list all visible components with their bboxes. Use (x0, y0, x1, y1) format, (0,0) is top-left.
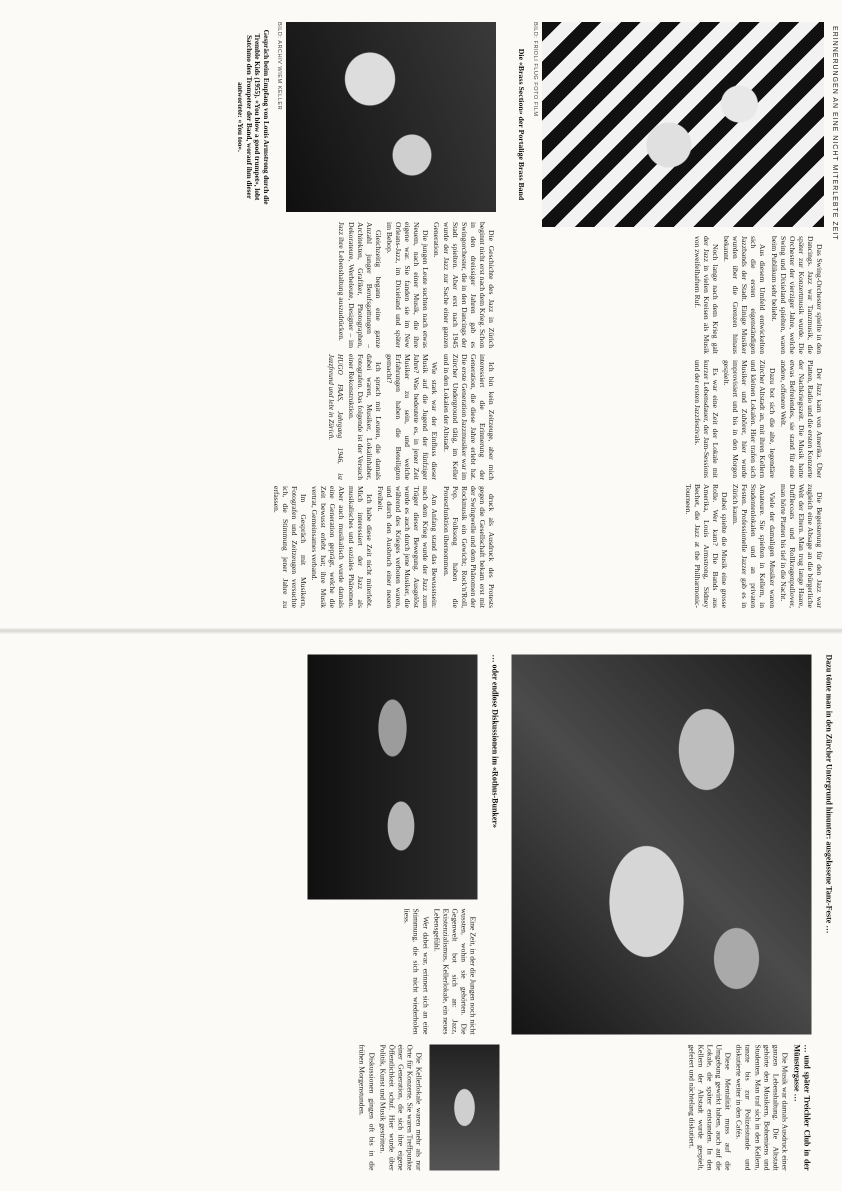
photo-credit-left: BILD: ARCHIV WIEM KELLER (276, 22, 282, 111)
paragraph: Das Swing-Orchester spielte in den Dancings. Jazz war Tanzmusik, die später zur Konzertmusik wurde. Die Orchester der vierziger Jahre, welche Swing und Dixieland spielten, waren beim Publikum sehr beliebt. (769, 236, 824, 354)
dance-party-photo (512, 655, 812, 1035)
paragraph: Ich bin kein Zeitzeuge, aber mich interessiert die Erinnerung der Generation, die diese Jahre erlebt hat. Die erste Generation Jazzmusiker war im Zürcher Underground tätig, im Keller und in den Lokalen der Altstadt. (441, 354, 496, 480)
text-column-b (308, 909, 478, 1035)
discussion-photo (308, 655, 478, 900)
page-fold (0, 627, 842, 635)
paragraph: Die Kellerlokale waren mehr als nur Orte für Konzerte. Sie waren Treffpunkte einer Generation, die sich ihre eigene Öffentlichkeit schuf. Hier wurde über Politik, Kunst und Musik gestritten. (378, 1044, 424, 1171)
paragraph: Die Geschichte des Jazz in Zürich beginnt nicht erst nach dem Krieg. Schon in den dreissiger Jahren gab es Swingorchester, die in den Dancings der Stadt spielten. Aber erst nach 1945 wurde der Jazz zur Sache einer ganzen Generation. (432, 222, 496, 348)
paragraph: Es war eine Zeit der Lokale mit kurzer Lebensdauer, der Jam-Sessions und der ersten Jazzfestivals. (692, 360, 720, 478)
lower-page-rotated-content (0, 641, 842, 1186)
paragraph: Wie stark war der Einfluss dieser Musik auf die Jugend der fünfziger Jahre? Was bedeutete es, in jener Zeit Musiker zu sein, und welche Erfahrungen haben die Beteiligten gemacht? (384, 354, 440, 480)
paragraph: Dabei spielte die Musik eine grosse Rolle. Wer kam? Die Bands aus Amerika, Louis Armstrong, Sidney Bechet, die Jazz at the Philharmonic-Tourneen. (683, 484, 730, 608)
running-head: ERINNERUNGEN AN EINE NICHT MITERLEBTE ZEIT (831, 26, 838, 241)
paragraph: Noch lange nach dem Krieg galt der Jazz in vielen Kreisen als Musik von zweifelhaftem Ruf. (692, 236, 720, 354)
brass-section-photo (542, 22, 824, 227)
heading-discussion: … oder endlose Diskussionen im «Rothus-Bunker» (490, 654, 500, 828)
paragraph: Viele der damaligen Musiker waren Amateure. Sie spielten in Kellern, in Studentenlokalen und an privaten Festen. Professionelle Jazzer gab es in Zürich kaum. (731, 484, 777, 608)
paragraph: Der Jazz kam von Amerika. Über Platten, Radio und die ersten Konzerte der Nachkriegszeit. Die Musik hatte etwas Befreiendes, sie stand für eine andere, offenere Welt. (778, 360, 824, 478)
text-column-5 (506, 360, 824, 478)
paragraph: Ich sprach mit Leuten, die damals dabei waren, Musiker, Lokalinhaber, Fotografen. Das folgende ist der Versuch einer Rekonstruktion. (346, 354, 383, 480)
paragraph: Im Gespräch mit Musikern, Fotografen und Zeitzeugen versuchte ich, die Stimmung jener Jahre zu erfassen. (271, 486, 309, 608)
armstrong-reception-photo (286, 22, 496, 212)
cellar-club-photo (430, 1045, 500, 1171)
text-column-a (512, 1045, 812, 1171)
text-column-3 (236, 222, 496, 348)
paragraph: Die jungen Leute suchten nach etwas Neuem, nach einer Musik, die ihre eigene war. Sie fanden sie im New Orleans-Jazz, im Dixieland und später im Bebop. (384, 222, 431, 348)
paragraph: Dazu bot sich die alte, legendäre Zürcher Altstadt an, mit ihren Kellern und kleinen Lokalen. Hier trafen sich Musiker und Zuhörer, hier wurde improvisiert und bis in den Morgen gespielt. (722, 360, 777, 478)
text-column-2 (236, 354, 496, 480)
photo-credit-right: BILD: FRIDLI FLUG FOTO FILM (532, 22, 538, 117)
author-note: HUGO FAAS, Jahrgang 1946, ist Jazzfreund und lebt in Zürich. (327, 354, 345, 480)
upper-page (0, 8, 842, 622)
paragraph: Die Begeisterung für den Jazz war zugleich eine Absage an die bürgerliche Welt der Eltern. Man trug lange Haare, Dufflecoats und Rollkragenpullover, man hörte Platten bis tief in die Nacht. (778, 484, 824, 608)
paragraph: druck als Ausdruck des Protests gegen die Gesellschaft bekam erst mit der Swingwelle und dem Phänomen der Rockmusik ein Gewicht; Rock'n'Roll, Pop, Folksong haben die Protestfunktion übernommen. (441, 486, 496, 608)
photo-caption-armstrong: Gespräch beim Empfang von Louis Armstrong durch die Tremble Kids (1955). «You blow a good trumpet», lobt Satchmo den Trompeter der Band, worauf ihm dieser antwortete: «You too». (236, 29, 270, 205)
text-column-4 (506, 484, 824, 608)
upper-page-rotated-content (0, 8, 842, 622)
text-column-c (308, 1045, 424, 1171)
paragraph: Die Musik war damals Ausdruck einer ganzen Lebenshaltung. Die Altstadt gehörte den Musikern, Bohemiens und Studenten. Man traf sich in den Kellern, tanzte bis zur Polizeistunde und diskutierte weiter in den Cafés. (734, 1044, 790, 1171)
text-column-1 (236, 486, 496, 608)
paragraph: Gleichzeitig begann eine ganze Anzahl junger Berufsgattungen – Architekten, Grafiker, Photographen, Dekorateure, Werbeleute, Designer – im Jazz ihre Lebenshaltung auszudrücken. (337, 222, 383, 348)
heading-cellar: … und später Treichler Club in der Münstergasse … (792, 1044, 812, 1171)
paragraph: Eine Zeit, in der die Jungen noch nicht wussten, wohin sie gehörten. Die Gegenwelt bot sich an: Jazz, Existenzialismus, Kellerlokale, ein neues Lebensgefühl. (432, 908, 478, 1035)
text-column-6 (506, 236, 824, 354)
lower-page (0, 640, 842, 1185)
paragraph: Ich habe diese Zeit nicht miterlebt. Mich interessiert der Jazz als musikalisches und soziales Phänomen. Aber auch musikalisch wurde damals eine Generation geprägt, welche die Zeit bewusst erlebt hat; ihre Musik vertrat, Gemeinsames verband. (310, 486, 374, 608)
paragraph: Am Anfang stand das Bewusstsein: nach dem Krieg wurde der Jazz zum Träger dieser Bewegung. Ausgelöst wurde es auch durch jene Musiker, die während des Krieges verboten waren, und durch den Ausbruch einer neuen Freiheit. (375, 486, 440, 608)
paragraph: Diskussionen gingen oft bis in die frühen Morgenstunden. (357, 1044, 377, 1171)
paragraph: Wer dabei war, erinnert sich an eine Stimmung, die sich nicht wiederholen liess. (402, 908, 431, 1035)
heading-dance: Dazu tönte man in den Zürcher Untergrund hinunter: ausgelassene Tanz-Feste … (824, 654, 834, 934)
photo-caption-brass: Die «Brass Section» der Portalige Brass Band (517, 48, 526, 201)
paragraph: Aus diesem Umfeld entwickelten sich die ersten eigenständigen Jazzbands der Stadt. Einige Musiker wurden über die Grenzen hinaus bekannt. (722, 236, 768, 354)
paragraph: Diese Mentalität muss auf die Umgebung gewirkt haben, auch auf die Lokale, die später entstanden. In den Kellern der Altstadt wurde gespielt, gefeiert und nächtelang diskutiert. (687, 1044, 733, 1171)
